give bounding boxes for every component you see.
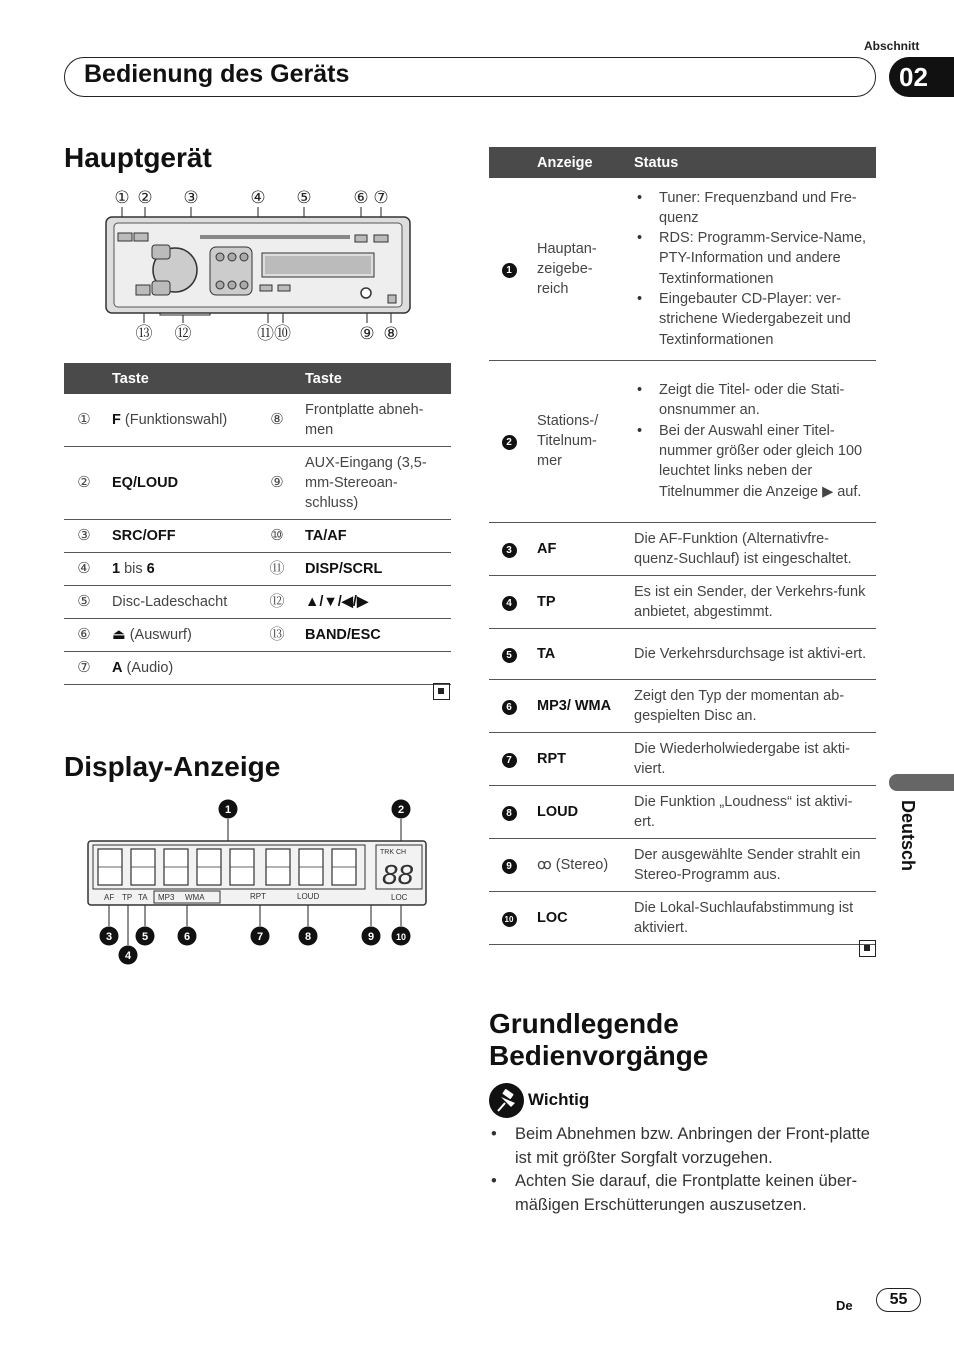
table-row: ④ 1 bis 6 ⑪ DISP/SCRL bbox=[64, 553, 451, 586]
hauptgeraet-heading: Hauptgerät bbox=[64, 142, 212, 173]
end-of-section-icon bbox=[859, 940, 876, 957]
callout-top-2: 2 bbox=[397, 804, 405, 816]
status-table-header: Anzeige bbox=[529, 147, 626, 178]
grundlegende-heading-line2: Bedienvorgänge bbox=[489, 1040, 709, 1071]
callout-7: ⑦ bbox=[373, 188, 389, 207]
table-row: 8 LOUD Die Funktion „Loudness“ ist aktivi-ert. bbox=[489, 785, 876, 838]
wichtig-label: Wichtig bbox=[528, 1090, 590, 1109]
list-item: • Achten Sie darauf, die Frontplatte keinen über-mäßigen Erschütterungen auszusetzen. bbox=[489, 1170, 881, 1217]
key-table-header bbox=[64, 363, 104, 394]
table-row: 2 Stations-/ Titelnum-mer • Zeigt die Titel- oder die Stati-onsnummer an. • Bei der Auswahl einer Titel-nummer größer oder gleich 100 leuchtet links neben der Titelnummer die Anzeige ▶ auf. bbox=[489, 360, 876, 522]
callout-6: 6 bbox=[183, 931, 191, 943]
callout-5: 5 bbox=[141, 931, 149, 943]
table-row: 6 MP3/ WMA Zeigt den Typ der momentan ab-gespielten Disc an. bbox=[489, 679, 876, 732]
table-row: 10 LOC Die Lokal-Suchlaufabstimmung ist aktiviert. bbox=[489, 891, 876, 944]
callout-9: 9 bbox=[367, 931, 375, 943]
table-row: ⑥ ⏏ (Auswurf) ⑬ BAND/ESC bbox=[64, 619, 451, 652]
list-item: • Beim Abnehmen bzw. Anbringen der Front-platte ist mit größter Sorgfalt vorzugehen. bbox=[489, 1123, 881, 1170]
table-row: 5 TA Die Verkehrsdurchsage ist aktivi-ert. bbox=[489, 628, 876, 679]
lcd-loc: LOC bbox=[391, 893, 408, 902]
status-table-header: Status bbox=[626, 147, 876, 178]
section-label: Abschnitt bbox=[864, 39, 920, 53]
lcd-wma: WMA bbox=[185, 893, 205, 902]
callout-8: ⑧ bbox=[383, 324, 399, 343]
pushpin-icon bbox=[489, 1083, 524, 1118]
page-number: 55 bbox=[876, 1288, 921, 1312]
status-table-header-row bbox=[489, 147, 876, 178]
head-unit-diagram bbox=[100, 185, 420, 345]
key-table-header-row bbox=[64, 363, 451, 394]
key-table-header: Taste bbox=[104, 363, 257, 394]
callout-3: 3 bbox=[105, 931, 113, 943]
table-row: ② EQ/LOUD ⑨ AUX-Eingang (3,5-mm-Stereoan-schluss) bbox=[64, 447, 451, 520]
table-row: ⑦ A (Audio) bbox=[64, 652, 451, 685]
page-title: Bedienung des Geräts bbox=[84, 60, 350, 88]
language-tab-label: Deutsch bbox=[898, 800, 918, 872]
eject-icon: ⏏ bbox=[112, 627, 126, 643]
callout-8: 8 bbox=[304, 931, 312, 943]
lcd-ta: TA bbox=[138, 893, 148, 902]
table-row: 4 TP Es ist ein Sender, der Verkehrs-funk anbietet, abgestimmt. bbox=[489, 575, 876, 628]
status-table-header bbox=[489, 147, 529, 178]
language-tab bbox=[889, 774, 954, 791]
lcd-mp3: MP3 bbox=[158, 893, 175, 902]
key-table-header bbox=[257, 363, 297, 394]
stereo-label: ꝏ (Stereo) bbox=[529, 838, 626, 891]
callout-12: ⑫ bbox=[174, 324, 192, 343]
table-row: 9 ꝏ (Stereo) Der ausgewählte Sender strahlt ein Stereo-Programm aus. bbox=[489, 838, 876, 891]
chapter-badge: 02 bbox=[889, 57, 954, 97]
status-table bbox=[489, 147, 876, 945]
lcd-trkch-label: TRK CH bbox=[380, 849, 407, 856]
footer-lang: De bbox=[836, 1298, 853, 1313]
callout-7: 7 bbox=[256, 931, 264, 943]
callout-10: 10 bbox=[395, 932, 407, 942]
callout-top-1: 1 bbox=[224, 804, 232, 816]
key-table-header: Taste bbox=[297, 363, 451, 394]
callout-11-10: ⑪⑩ bbox=[257, 324, 291, 343]
callout-1: ① bbox=[114, 188, 130, 207]
table-row: ① F (Funktionswahl) ⑧ Frontplatte abneh-men bbox=[64, 394, 451, 447]
lcd-loud: LOUD bbox=[297, 892, 320, 901]
lcd-af: AF bbox=[104, 893, 115, 902]
display-heading: Display-Anzeige bbox=[64, 751, 281, 782]
end-of-section-icon bbox=[433, 683, 450, 700]
lcd-digits: 88 bbox=[382, 859, 414, 890]
table-row: ⑤ Disc-Ladeschacht ⑫ ▲/▼/◀/▶ bbox=[64, 586, 451, 619]
lcd-diagram bbox=[80, 795, 440, 970]
lcd-rpt: RPT bbox=[250, 892, 266, 901]
callout-6: ⑥ bbox=[353, 188, 369, 207]
callout-4: ④ bbox=[250, 188, 266, 207]
lcd-tp: TP bbox=[122, 893, 133, 902]
callout-4: 4 bbox=[124, 950, 132, 962]
callout-3: ③ bbox=[183, 188, 199, 207]
table-row: 1 Hauptan-zeigebe-reich • Tuner: Frequenzband und Fre-quenz • RDS: Programm-Service-Name, PTY-Information und andere Textinformationen • Eingebauter CD-Player: ver-strichene Wiedergabezeit und Textinformationen bbox=[489, 178, 876, 360]
table-row: 7 RPT Die Wiederholwiedergabe ist akti-viert. bbox=[489, 732, 876, 785]
callout-5: ⑤ bbox=[296, 188, 312, 207]
table-row: ③ SRC/OFF ⑩ TA/AF bbox=[64, 520, 451, 553]
callout-13: ⑬ bbox=[135, 324, 153, 343]
table-row: 3 AF Die AF-Funktion (Alternativfre-quenz-Suchlauf) ist eingeschaltet. bbox=[489, 522, 876, 575]
callout-2: ② bbox=[137, 188, 153, 207]
callout-9: ⑨ bbox=[359, 324, 375, 343]
grundlegende-heading-line1: Grundlegende bbox=[489, 1008, 679, 1039]
wichtig-bullets bbox=[489, 1123, 881, 1217]
key-table bbox=[64, 363, 451, 685]
